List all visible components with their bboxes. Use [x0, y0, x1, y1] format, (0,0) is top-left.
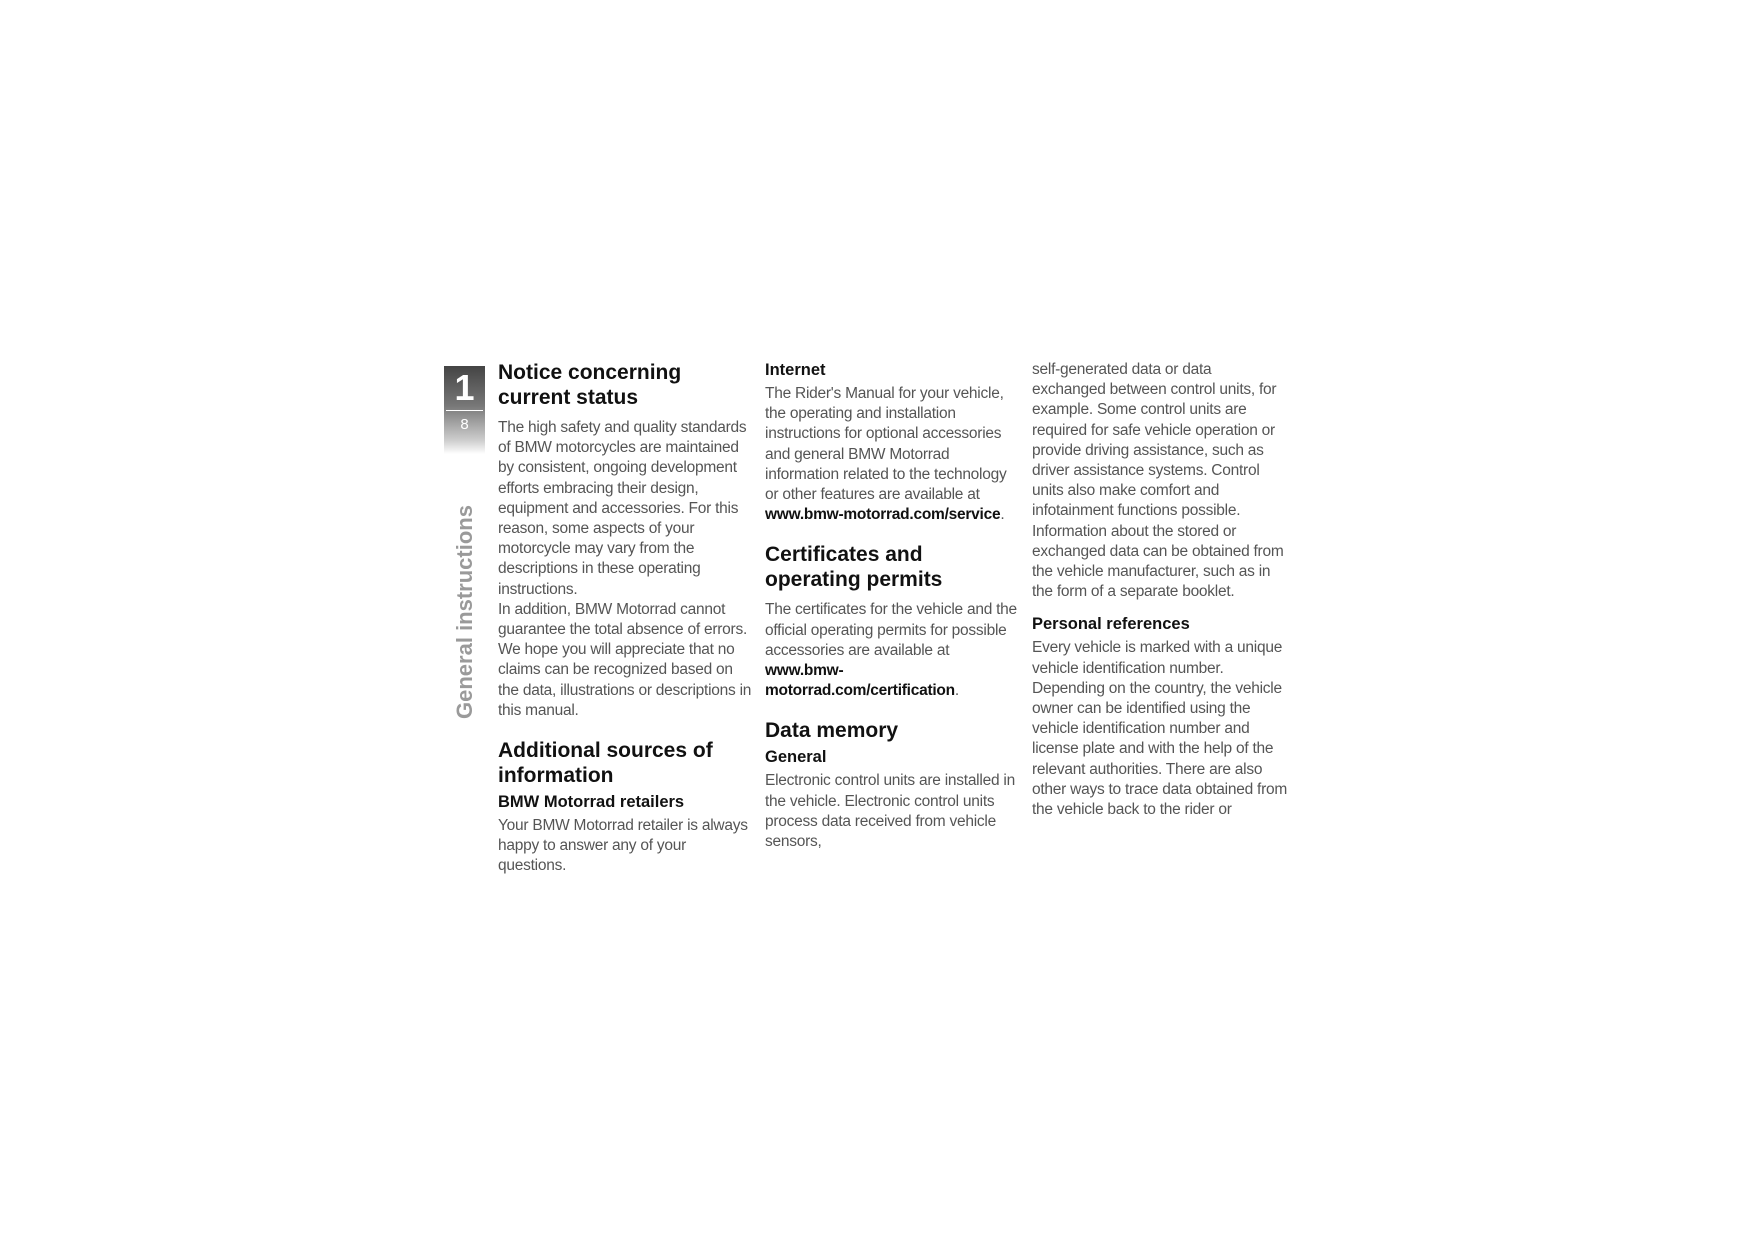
service-link[interactable]: www.bmw-motorrad.com/service — [765, 506, 1001, 524]
notice-paragraph-2: In addition, BMW Motorrad cannot guarantee the total absence of errors. We hope you will appreciate that no claims can be recognized based on the data, illustrations or descriptions in this manual. — [498, 600, 752, 719]
notice-paragraph-1: The high safety and quality standards of BMW motorcycles are maintained by consistent, ongoing development efforts embracing their design, equipment and accessories. For this reason, some aspects of your motorcycle may vary from the descriptions in these operating instructions. — [498, 419, 747, 598]
internet-paragraph — [765, 384, 1020, 525]
general-heading: General — [765, 748, 827, 767]
certificates-heading: Certificates and operating permits — [765, 543, 943, 592]
column-2 — [765, 360, 1020, 852]
retailers-text: Your BMW Motorrad retailer is always happy to answer any of your questions. — [498, 817, 748, 875]
additional-sources-heading: Additional sources of information — [498, 739, 713, 788]
column-1 — [498, 360, 753, 877]
notice-heading: Notice concerning current status — [498, 361, 682, 409]
internet-text: The Rider's Manual for your vehicle, the operating and installation instructions for optional accessories and general BMW Motorrad information related to the technology or other features are available at — [765, 385, 1007, 504]
general-text: Electronic control units are installed in the vehicle. Electronic control units process data received from vehicle sensors, — [765, 772, 1015, 851]
continued-text: self-generated data or data exchanged between control units, for example. Some control units are required for safe vehicle operation or provide driving assistance, such as driver assistance systems. Control units also make comfort and infotainment functions possible. — [1032, 361, 1277, 520]
page-number: 8 — [460, 416, 469, 433]
data-memory-heading: Data memory — [765, 719, 899, 743]
personal-references-text: Every vehicle is marked with a unique vehicle identification number. Depending on the country, the vehicle owner can be identified using the vehicle identification number and license plate and with the help of the relevant authorities. There are also other ways to trace data obtained from the vehicle back to the rider or — [1032, 639, 1288, 819]
chapter-number: 1 — [454, 367, 475, 408]
internet-end: . — [1000, 506, 1005, 524]
chapter-tab-divider — [446, 410, 483, 411]
section-label: General instructions — [452, 505, 477, 719]
stored-data-text: Information about the stored or exchanged data can be obtained from the vehicle manufacturer, such as in the form of a separate booklet. — [1032, 522, 1284, 601]
retailers-heading: BMW Motorrad retailers — [498, 793, 685, 812]
internet-heading: Internet — [765, 361, 826, 379]
certificates-text: The certificates for the vehicle and the official operating permits for possible accessories are available at — [765, 601, 1017, 659]
certification-link[interactable]: www.bmw-motorrad.com/certification — [765, 662, 955, 700]
column-3 — [1032, 360, 1287, 820]
personal-references-heading: Personal references — [1032, 615, 1190, 634]
certificates-paragraph — [765, 600, 1020, 701]
certificates-end: . — [954, 682, 959, 700]
